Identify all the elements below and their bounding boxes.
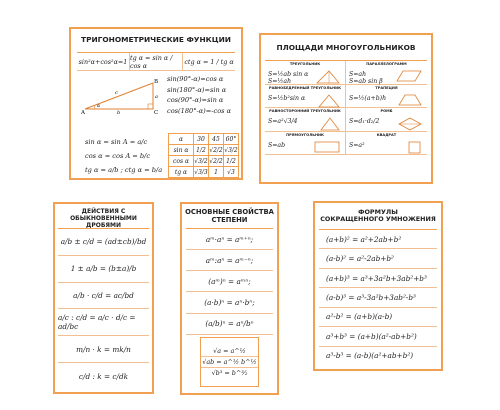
area-cell-square (346, 132, 427, 156)
power-rule: aᵐ·aⁿ = aᵐ⁺ⁿ; (186, 229, 273, 250)
trig-values-table (168, 133, 239, 178)
power-rule: (a·b)ⁿ = aⁿ·bⁿ; (186, 292, 273, 313)
powers-title: ОСНОВНЫЕ СВОЙСТВА СТЕПЕНИ (185, 208, 274, 224)
trig-identities-row (77, 52, 235, 71)
trig-ratios (85, 135, 162, 177)
side-c-label: c (115, 90, 118, 96)
row-label: cos α (169, 156, 194, 167)
area-caption: РАВНОБЕДРЕННЫЙ ТРЕУГОЛЬНИК (268, 85, 342, 90)
table-row (169, 156, 239, 167)
table-cell: √3/2 (194, 157, 208, 165)
area-formula: S=½(a+b)h (349, 94, 387, 102)
fraction-rule: a/b · c/d = ac/bd (58, 283, 149, 310)
vertex-a-label: A (81, 110, 85, 115)
abbrev-formula: a³-b³ = (a-b)(a²+ab+b²) (326, 351, 414, 361)
cotangent-definition: ctg α = 1 / tg α (184, 57, 234, 66)
fraction-rule: c/d : k = c/dk (78, 371, 129, 381)
cosine-ratio: cos α = cos A = b/c (85, 152, 151, 160)
area-caption: КВАДРАТ (376, 132, 397, 137)
area-caption: ТРАПЕЦИЯ (375, 85, 398, 90)
abbrev-formula: (a+b)² = a²+2ab+b² (319, 230, 437, 249)
row-label: tg α (169, 167, 194, 178)
side-a-label: a (155, 94, 158, 100)
reduction-formulas (167, 74, 231, 116)
abbrev-formula: (a+b)³ = a³+3a²b+3ab²+b³ (319, 269, 437, 288)
triangle-shape-icon (315, 69, 341, 85)
area-formula: S=a² (349, 141, 365, 149)
power-rule: aᵐ:aⁿ = aᵐ⁻ⁿ; (186, 250, 273, 271)
tangent-definition: tg α = sin α / cos α (130, 53, 183, 70)
fraction-rule: a/b ± c/d = (ad±cb)/bd (58, 229, 149, 256)
powers-card (180, 202, 279, 395)
table-cell: √3/2 (224, 146, 238, 154)
angle-alpha-label: α (97, 104, 101, 109)
isosceles-triangle-icon (317, 93, 341, 109)
fraction-rule: m/n · k = mk/n (58, 336, 149, 363)
reduction-formula: sin(90°-α)=cos α (167, 75, 224, 83)
vertex-b-label: B (154, 79, 159, 85)
right-triangle-diagram (81, 77, 159, 115)
area-formula: S=ah S=ab sin β (349, 71, 383, 85)
area-cell-rhombus (346, 108, 427, 132)
area-formula: S=d₁·d₂/2 (349, 118, 380, 126)
table-cell: 1 (209, 167, 224, 178)
abbrev-rows (319, 229, 437, 365)
area-cell-parallelogram (346, 61, 427, 85)
areas-title: ПЛОЩАДИ МНОГОУГОЛЬНИКОВ (276, 43, 416, 52)
area-cell-isosceles (265, 85, 346, 109)
side-b-label: b (117, 110, 121, 115)
table-header-cell: 30 (194, 134, 209, 145)
reduction-formula: sin(180°-α)=sin α (167, 85, 227, 94)
fraction-rule: 1 ± a/b = (b±a)/b (58, 256, 149, 283)
reduction-formula: cos(180°-α)=-cos α (167, 106, 232, 115)
table-cell: √3/3 (194, 168, 208, 176)
row-label: sin α (169, 145, 194, 156)
trapezoid-shape-icon (397, 93, 423, 107)
abbreviated-multiplication-card (313, 201, 443, 371)
rhombus-shape-icon (397, 116, 423, 132)
reduction-formula: cos(90°-α)=sin α (167, 96, 224, 105)
rectangle-shape-icon (313, 140, 341, 154)
area-cell-triangle (265, 61, 346, 85)
pythagorean-identity: sin²α+cos²α=1 (77, 53, 130, 70)
parallelogram-shape-icon (395, 69, 423, 83)
root-rule: √a = a^½ (201, 346, 258, 357)
table-header-row (169, 134, 239, 145)
abbrev-formula: a²-b² = (a+b)(a-b) (319, 308, 437, 327)
root-rule: √ab = a^½ b^½ (202, 357, 257, 366)
table-row (169, 145, 239, 156)
area-caption: ПАРАЛЛЕЛОГРАММ (366, 62, 407, 66)
area-formula: S=½b²sin α (268, 94, 306, 102)
fractions-rows (58, 228, 149, 389)
area-cell-trapezoid (346, 85, 427, 109)
table-header-cell: 45 (209, 134, 224, 145)
trig-title: ТРИГОНОМЕТРИЧЕСКИЕ ФУНКЦИИ (81, 35, 231, 44)
fraction-rule: a/c : c/d = a/c · d/c = ad/bc (58, 309, 149, 336)
area-cell-equilateral (265, 108, 346, 132)
abbrev-formula: (a-b)³ = a³-3a²b+3ab²-b³ (319, 288, 437, 307)
polygon-areas-card (259, 33, 433, 184)
roots-box (200, 337, 259, 387)
table-header-cell: 60° (224, 134, 239, 145)
area-formula: S=a²√3/4 (268, 118, 298, 126)
table-row (169, 167, 239, 178)
area-formula: S=ab (268, 141, 286, 149)
area-caption: ТРЕУГОЛЬНИК (289, 62, 321, 66)
power-rule: (a/b)ⁿ = aⁿ/bⁿ (186, 314, 273, 335)
fractions-card (53, 202, 154, 394)
area-caption: РАВНОСТОРОННИЙ ТРЕУГОЛЬНИК (269, 109, 341, 114)
square-shape-icon (407, 140, 423, 154)
root-rule: √b³ = b^³⁄₂ (211, 368, 248, 377)
area-formula: S=½ab sin α S=½ah (268, 71, 309, 85)
abbrev-formula: (a-b)² = a²-2ab+b² (319, 249, 437, 268)
table-cell: 1/2 (194, 145, 209, 156)
abbrev-title: ФОРМУЛЫ СОКРАЩЕННОГО УМНОЖЕНИЯ (320, 208, 436, 224)
table-cell: √3 (224, 167, 239, 178)
trig-functions-card (69, 27, 243, 180)
table-cell: √2/2 (209, 157, 223, 165)
fractions-title: ДЕЙСТВИЯ С ОБЫКНОВЕННЫМИ ДРОБЯМИ (70, 208, 137, 229)
area-caption: ПРЯМОУГОЛЬНИК (286, 132, 324, 137)
equilateral-triangle-icon (319, 116, 341, 132)
area-cell-rectangle (265, 132, 346, 156)
table-header-cell: α (169, 134, 194, 145)
area-caption: РОМБ (380, 109, 393, 114)
table-cell: √2/2 (209, 146, 223, 154)
vertex-c-label: C (154, 110, 159, 115)
power-rule: (aᵐ)ⁿ = aᵐⁿ; (186, 271, 273, 292)
sine-ratio: sin α = sin A = a/c (85, 138, 148, 146)
abbrev-formula: a³+b³ = (a+b)(a²-ab+b²) (319, 327, 437, 346)
areas-grid (265, 60, 427, 179)
tangent-ratio: tg α = a/b ; ctg α = b/a (85, 166, 163, 174)
table-cell: 1/2 (224, 156, 239, 167)
powers-rows (186, 228, 273, 389)
